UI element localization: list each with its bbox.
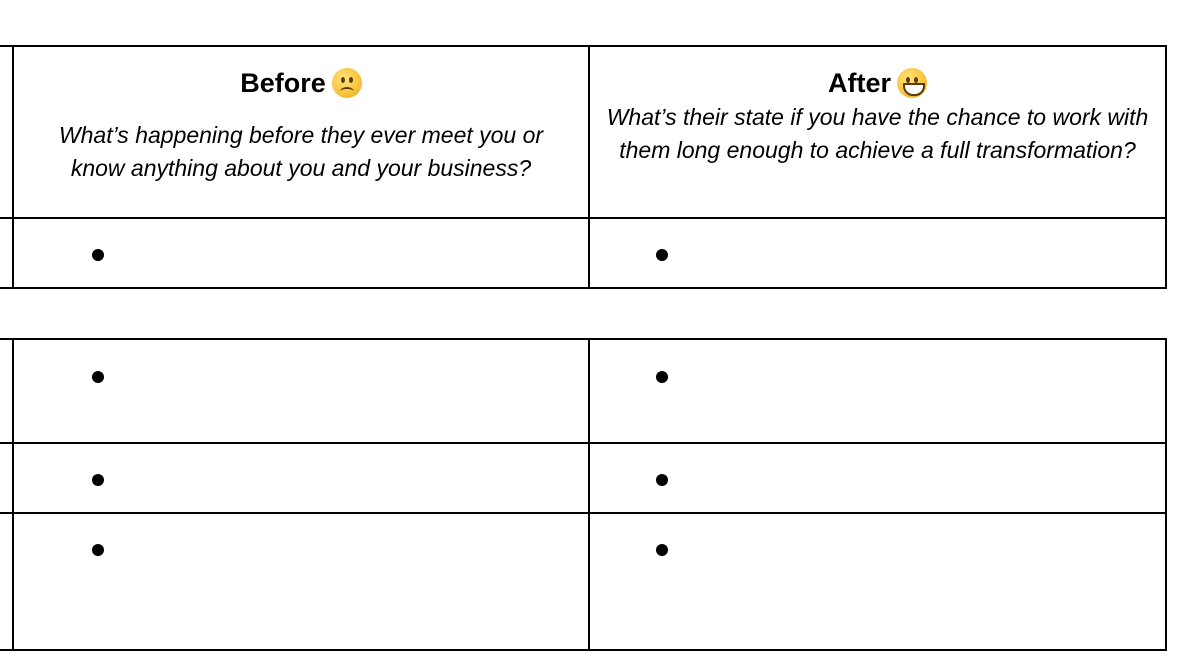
before-bullet-cell[interactable] (13, 218, 589, 288)
before-description: What’s happening before they ever meet you or know anything about you and your business? (58, 122, 544, 181)
bullet-icon (656, 544, 668, 556)
after-title: After (827, 68, 891, 98)
bullet-icon (656, 474, 668, 486)
after-bullet-cell[interactable] (589, 513, 1166, 650)
table-row (0, 339, 1166, 443)
bullet-icon (92, 474, 104, 486)
before-after-table-bottom (0, 338, 1167, 651)
bullet-icon (92, 371, 104, 383)
before-bullet-cell[interactable] (13, 513, 589, 650)
after-header-cell[interactable] (589, 46, 1166, 218)
before-header-cell[interactable] (13, 46, 589, 218)
header-row (0, 46, 1166, 218)
table-row (0, 218, 1166, 288)
after-description: What’s their state if you have the chance to work with them long enough to achieve a full transformation? (606, 104, 1149, 163)
left-stub-cell (0, 218, 13, 288)
frowning-face-icon (332, 68, 362, 98)
table-row (0, 513, 1166, 650)
left-stub-cell (0, 46, 13, 218)
after-bullet-cell[interactable] (589, 443, 1166, 513)
bullet-icon (656, 249, 668, 261)
before-bullet-cell[interactable] (13, 339, 589, 443)
before-after-table-top (0, 45, 1167, 289)
after-bullet-cell[interactable] (589, 339, 1166, 443)
before-bullet-cell[interactable] (13, 443, 589, 513)
table-row (0, 443, 1166, 513)
after-bullet-cell[interactable] (589, 218, 1166, 288)
left-stub-cell (0, 443, 13, 513)
before-title: Before (240, 68, 326, 98)
bullet-icon (92, 544, 104, 556)
bullet-icon (92, 249, 104, 261)
bullet-icon (656, 371, 668, 383)
grinning-face-icon (897, 68, 927, 98)
left-stub-cell (0, 513, 13, 650)
left-stub-cell (0, 339, 13, 443)
